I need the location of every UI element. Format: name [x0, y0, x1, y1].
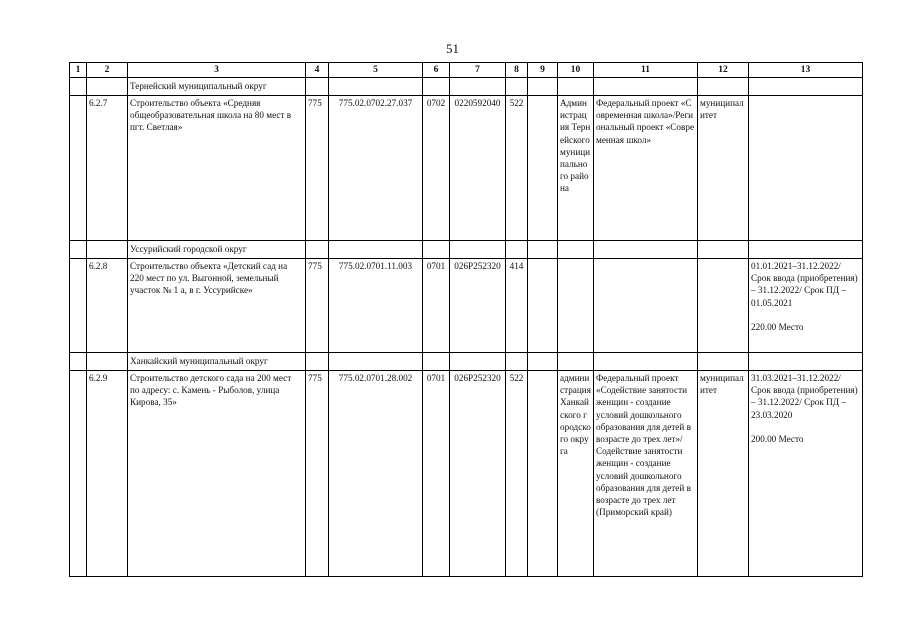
row-number: 6.2.7	[87, 96, 128, 241]
table-row	[70, 96, 863, 241]
term-dates: 31.03.2021–31.12.2022/ Срок ввода (приобретения) – 31.12.2022/ Срок ПД – 23.03.2020	[751, 373, 858, 420]
page-number: 51	[446, 41, 459, 56]
ownership: муниципалитет	[698, 371, 749, 577]
cell-code-5: 775.02.0701.11.003	[329, 259, 423, 353]
header-cell: 13	[749, 63, 863, 78]
terms	[749, 371, 863, 577]
cell-9	[528, 259, 558, 353]
cell-code-7: 026P252320	[450, 371, 506, 577]
section-row	[70, 353, 863, 371]
header-cell: 8	[506, 63, 528, 78]
capacity: 220.00 Место	[751, 321, 804, 332]
header-cell: 6	[423, 63, 450, 78]
object-name: Строительство детского сада на 200 мест по адресу: с. Камень - Рыболов, улица Кирова, 35»	[128, 371, 306, 577]
ownership: муниципалитет	[698, 96, 749, 241]
table-row	[70, 371, 863, 577]
cell-code-4: 775	[306, 259, 329, 353]
section-row	[70, 78, 863, 96]
project-name	[594, 259, 698, 353]
project-name: Федеральный проект «Современная школа»/Региональный проект «Современная школ»	[594, 96, 698, 241]
row-number: 6.2.8	[87, 259, 128, 353]
header-cell: 5	[329, 63, 423, 78]
terms	[749, 259, 863, 353]
project-name: Федеральный проект «Содействие занятости женщин - создание условий дошкольного образования для детей в возрасте до трех лет»/Содействие занятости женщин - создание условий дошкольного образования для детей в возрасте до трех лет (Приморский край)	[594, 371, 698, 577]
header-cell: 10	[558, 63, 594, 78]
header-cell: 4	[306, 63, 329, 78]
cell-code-7: 026P252320	[450, 259, 506, 353]
header-cell: 12	[698, 63, 749, 78]
cell-code-6: 0702	[423, 96, 450, 241]
header-cell: 2	[87, 63, 128, 78]
cell-code-4: 775	[306, 96, 329, 241]
cell-code-4: 775	[306, 371, 329, 577]
cell-code-8: 522	[506, 371, 528, 577]
section-title: Уссурийский городской округ	[128, 241, 306, 259]
table-row	[70, 259, 863, 353]
object-name: Строительство объекта «Средняя общеобразовательная школа на 80 мест в пгт. Светлая»	[128, 96, 306, 241]
budget-table	[69, 62, 863, 577]
cell-code-6: 0701	[423, 259, 450, 353]
header-cell: 9	[528, 63, 558, 78]
header-cell: 1	[70, 63, 87, 78]
capacity: 200.00 Место	[751, 433, 804, 444]
responsible-org: администрация Ханкайского городского округа	[558, 371, 594, 577]
object-name: Строительство объекта «Детский сад на 220 мест по ул. Выгонной, земельный участок № 1 а, в г. Уссурийске»	[128, 259, 306, 353]
header-cell: 3	[128, 63, 306, 78]
cell-code-8: 522	[506, 96, 528, 241]
cell-code-5: 775.02.0702.27.037	[329, 96, 423, 241]
term-dates: 01.01.2021–31.12.2022/ Срок ввода (приобретения) – 31.12.2022/ Срок ПД – 01.05.2021	[751, 261, 858, 308]
header-cell: 7	[450, 63, 506, 78]
cell-code-7: 0220592040	[450, 96, 506, 241]
responsible-org: Администрация Тернейского муниципального района	[558, 96, 594, 241]
cell-9	[528, 371, 558, 577]
terms	[749, 96, 863, 241]
section-title: Тернейский муниципальный округ	[128, 78, 306, 96]
header-row	[70, 63, 863, 78]
cell-code-6: 0701	[423, 371, 450, 577]
ownership	[698, 259, 749, 353]
section-title: Ханкайский муниципальный округ	[128, 353, 306, 371]
row-number: 6.2.9	[87, 371, 128, 577]
header-cell: 11	[594, 63, 698, 78]
cell-code-8: 414	[506, 259, 528, 353]
section-row	[70, 241, 863, 259]
cell-9	[528, 96, 558, 241]
responsible-org	[558, 259, 594, 353]
cell-code-5: 775.02.0701.28.002	[329, 371, 423, 577]
